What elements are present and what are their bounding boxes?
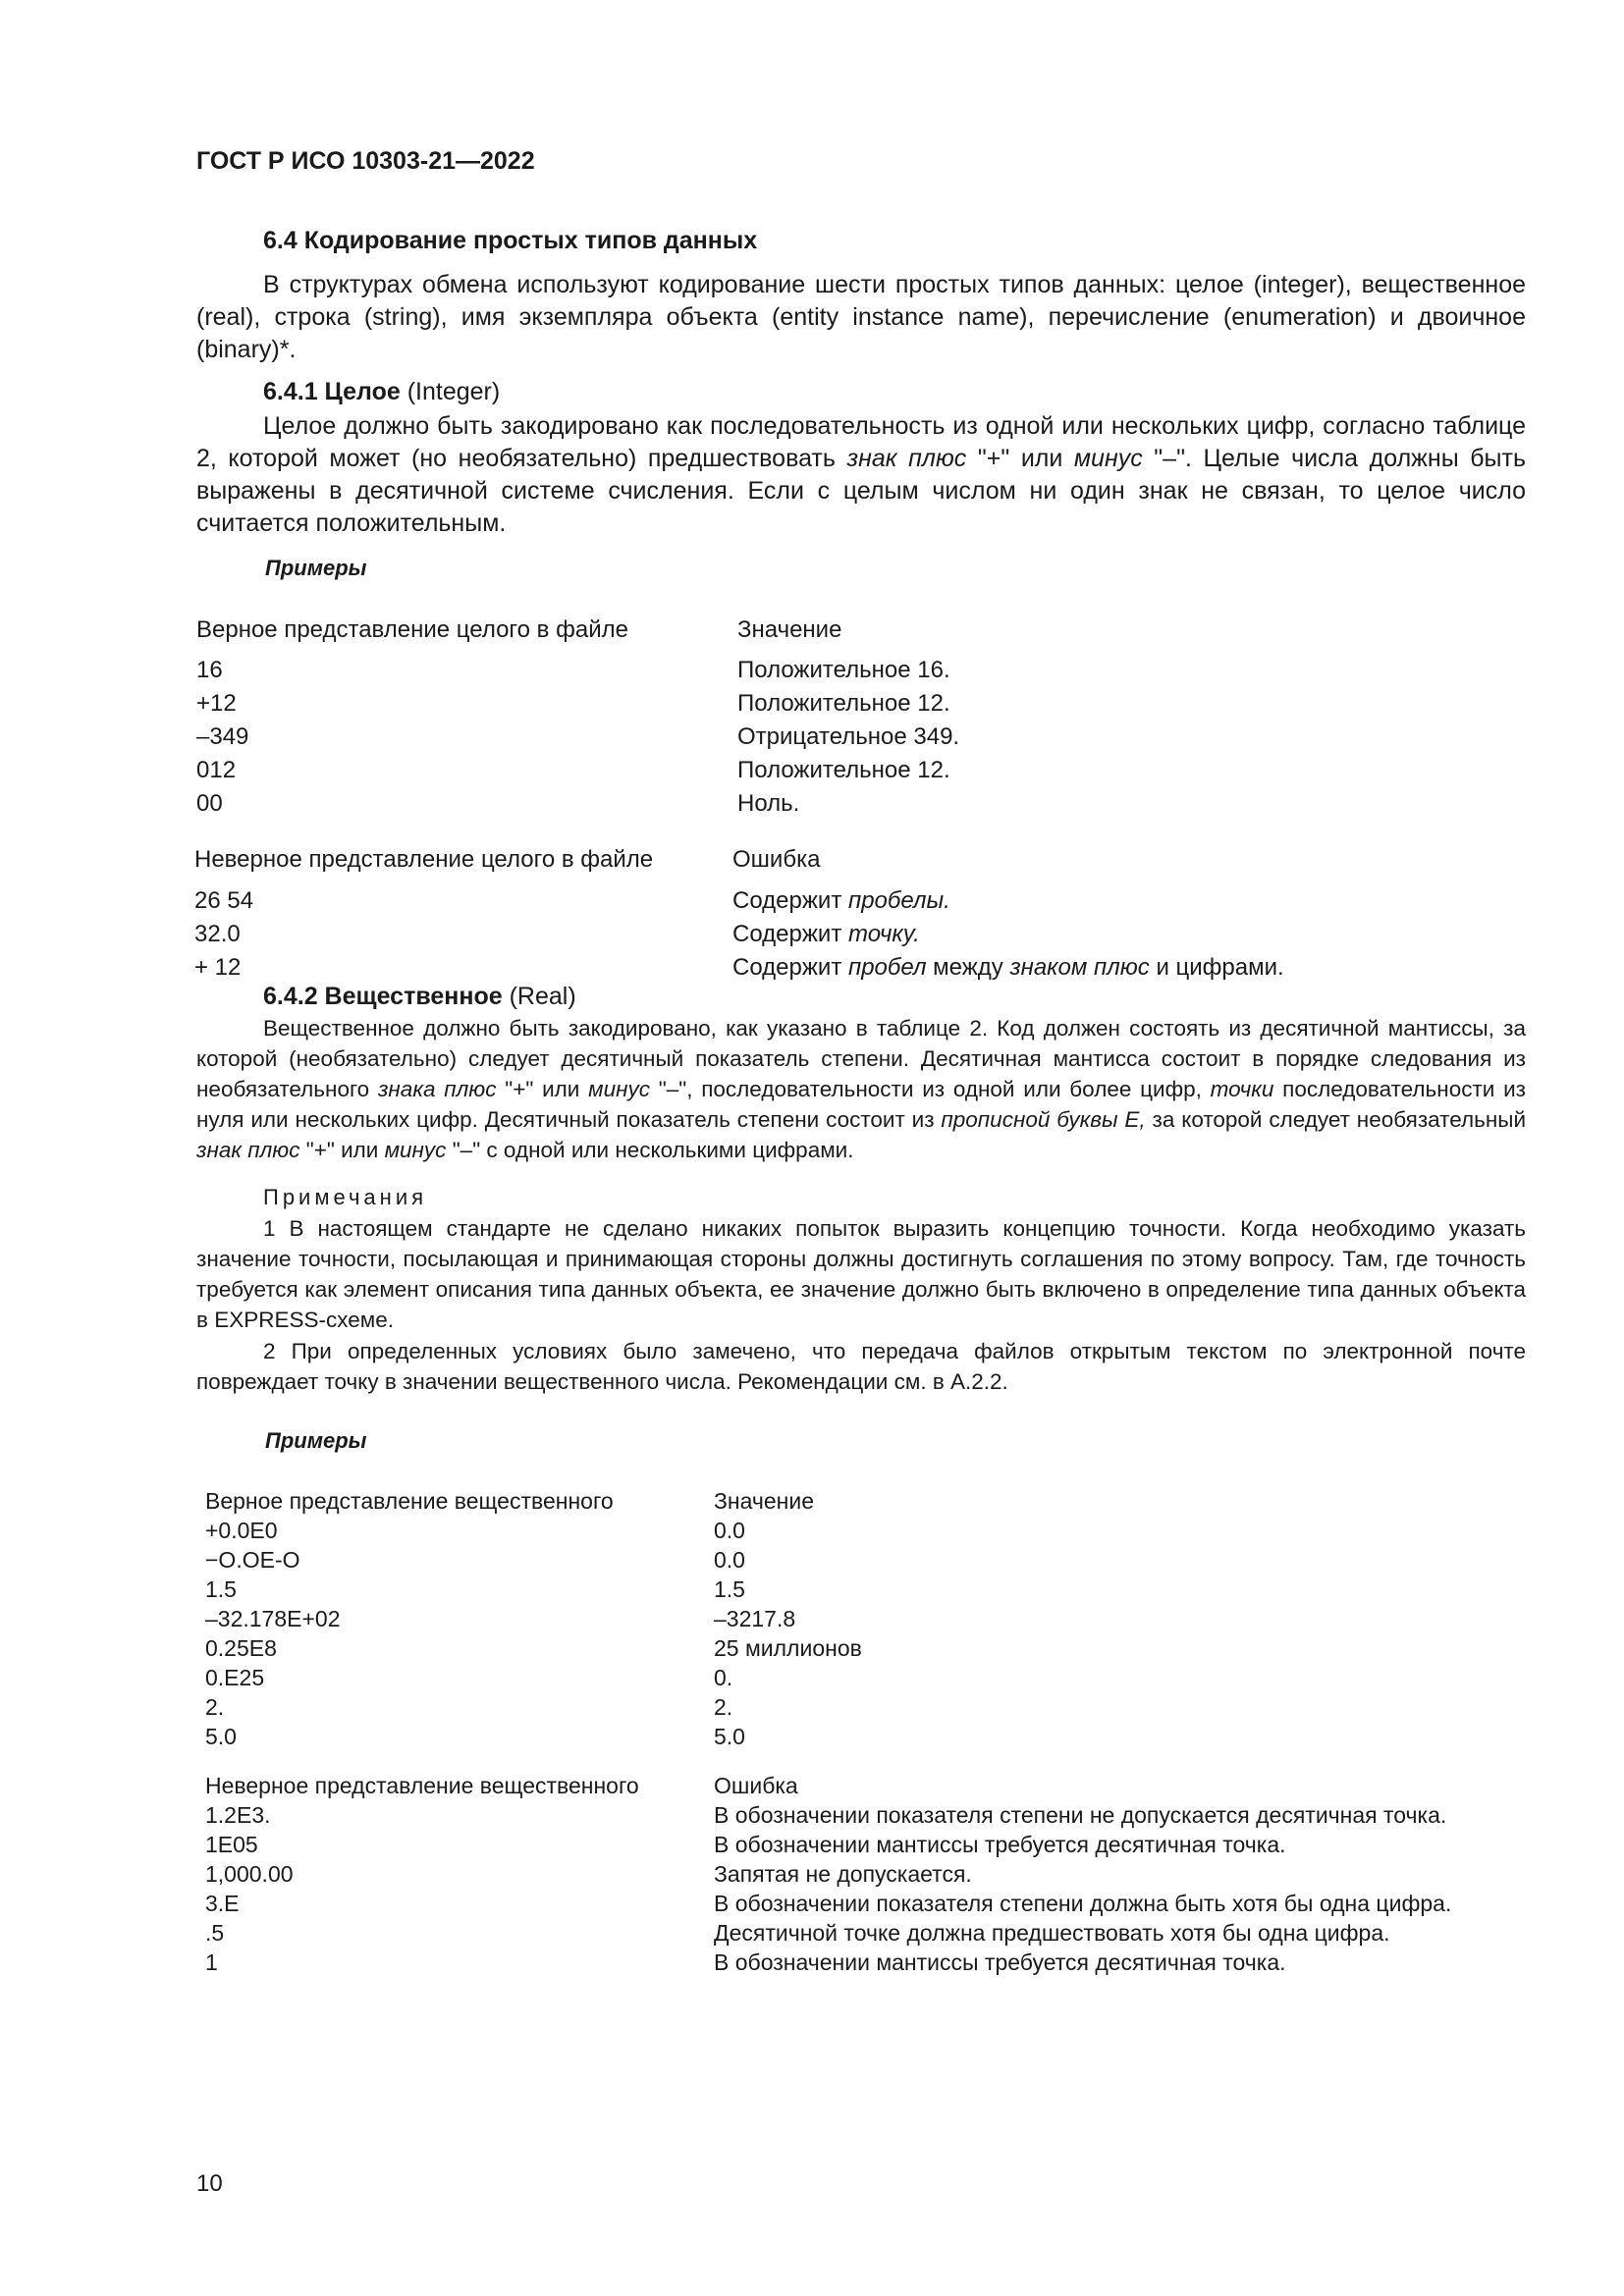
- table-cell: 012: [196, 757, 237, 783]
- section-6-4-title: 6.4 Кодирование простых типов данных: [263, 227, 758, 254]
- italic-term: знаком плюс: [1009, 954, 1150, 981]
- text-run: последовательности из нуля или нескольких цифр. Десятичный показатель степени состоит из: [196, 1077, 1526, 1132]
- note-1: 1 В настоящем стандарте не сделано никаких попыток выразить концепцию точности. Когда необходимо указать значение точности, посылающая и принимающая стороны должны достигнуть соглашения по этому вопросу. Там, где точность требуется как элемент описания типа данных объекта, ее значение должно быть включено в определение типа данных объекта в EXPRESS-схеме.: [196, 1216, 1526, 1332]
- section-6-4-1-heading: [263, 378, 500, 406]
- table-cell: 0.0: [714, 1518, 745, 1543]
- table-header-cell: Неверное представление целого в файле: [194, 846, 654, 873]
- table-cell: 1: [205, 1949, 218, 1975]
- table-cell: В обозначении мантиссы требуется десятичная точка.: [714, 1949, 1286, 1975]
- text-run: "–" с одной или несколькими цифрами.: [446, 1138, 854, 1162]
- table-cell: [732, 954, 1284, 982]
- italic-term: прописной буквы E,: [941, 1107, 1146, 1132]
- table-cell: 1.5: [205, 1576, 237, 1602]
- table-cell: Положительное 12.: [737, 690, 950, 717]
- table-cell: 5.0: [205, 1724, 237, 1749]
- text-run: "–". Целые числа должны быть выражены в десятичной системе счисления. Если с целым числом ни один знак не связан, то целое число считается положительным.: [196, 445, 1526, 537]
- italic-term: знак плюс: [846, 445, 967, 472]
- section-6-4-1-paragraph: [196, 410, 1526, 540]
- table-cell: Положительное 16.: [737, 657, 950, 683]
- italic-term: знака плюс: [377, 1077, 497, 1101]
- italic-term: минус: [1073, 445, 1143, 472]
- table-cell: +12: [196, 690, 237, 717]
- table-cell: .5: [205, 1920, 225, 1946]
- text-run: Вещественное должно быть закодировано, как указано в таблице 2. Код должен состоять из десятичной мантиссы, за которой (необязательно) следует десятичный показатель степени. Десятичная мантисса состоит в порядке следования из необязательного: [196, 1016, 1526, 1101]
- table-cell: 32.0: [194, 921, 241, 947]
- table-header-cell: Ошибка: [732, 846, 821, 873]
- notes-label: Примечания: [263, 1185, 428, 1209]
- examples-label-real: Примеры: [265, 1428, 367, 1453]
- table-header-cell: Верное представление вещественного: [205, 1488, 614, 1514]
- text-run: Целое должно быть закодировано как последовательность из одной или нескольких цифр, согласно таблице 2, которой может (но необязательно) предшествовать: [196, 412, 1526, 472]
- table-cell: + 12: [194, 954, 242, 981]
- text-run: "+" или: [496, 1077, 589, 1101]
- table-header-cell: Неверное представление вещественного: [205, 1773, 639, 1798]
- table-cell: Отрицательное 349.: [737, 723, 960, 750]
- table-cell: 1.2E3.: [205, 1802, 271, 1828]
- table-cell: 00: [196, 790, 223, 817]
- table-cell: 1,000.00: [205, 1861, 294, 1887]
- text-run: "–", последовательности из одной или более цифр,: [649, 1077, 1211, 1101]
- text-run: между: [926, 954, 1010, 981]
- table-cell: 25 миллионов: [714, 1635, 862, 1661]
- note-2: 2 При определенных условиях было замечено, что передача файлов открытым текстом по электронной почте повреждает точку в значении вещественного числа. Рекомендации см. в А.2.2.: [196, 1339, 1526, 1394]
- table-cell: –349: [196, 723, 249, 750]
- table-cell: Ноль.: [737, 790, 800, 817]
- table-cell: 2.: [205, 1694, 225, 1720]
- examples-label-integer: Примеры: [265, 556, 367, 580]
- text-run: Содержит: [732, 954, 848, 981]
- table-cell: Положительное 12.: [737, 757, 950, 783]
- section-6-4-1-title-en: (Integer): [400, 378, 501, 405]
- table-cell: В обозначении мантиссы требуется десятичная точка.: [714, 1832, 1286, 1857]
- table-cell: −O.OE-O: [205, 1547, 300, 1573]
- table-cell: 26 54: [194, 887, 254, 914]
- text-run: "+" или: [299, 1138, 385, 1162]
- italic-term: пробелы.: [847, 887, 950, 914]
- table-cell: Десятичной точке должна предшествовать хотя бы одна цифра.: [714, 1920, 1390, 1946]
- table-header-cell: Значение: [714, 1488, 814, 1514]
- table-cell: –32.178E+02: [205, 1606, 341, 1631]
- table-cell: 5.0: [714, 1724, 745, 1749]
- table-cell: 1.5: [714, 1576, 745, 1602]
- text-run: Содержит: [732, 921, 848, 947]
- table-cell: [732, 921, 920, 948]
- page-number: 10: [196, 2170, 223, 2197]
- section-6-4-2-title-en: (Real): [502, 983, 576, 1010]
- italic-term: пробел: [847, 954, 927, 981]
- italic-term: точку.: [847, 921, 920, 947]
- table-cell: 16: [196, 657, 223, 683]
- table-cell: 0.E25: [205, 1665, 265, 1690]
- section-6-4-2-heading: [263, 983, 576, 1011]
- table-header-cell: Ошибка: [714, 1773, 798, 1798]
- table-cell: В обозначении показателя степени должна быть хотя бы одна цифра.: [714, 1891, 1452, 1916]
- section-6-4-1-number-title: 6.4.1 Целое: [263, 378, 401, 405]
- table-cell: –3217.8: [714, 1606, 796, 1631]
- text-run: за которой следует необязательный: [1145, 1107, 1527, 1132]
- text-run: и цифрами.: [1149, 954, 1284, 981]
- italic-term: минус: [384, 1138, 447, 1162]
- table-cell: [732, 887, 950, 915]
- table-cell: 0.0: [714, 1547, 745, 1573]
- document-header: ГОСТ Р ИСО 10303-21—2022: [196, 147, 535, 175]
- italic-term: точки: [1210, 1077, 1274, 1101]
- italic-term: знак плюс: [196, 1138, 300, 1162]
- table-cell: +0.0E0: [205, 1518, 278, 1543]
- table-cell: 1E05: [205, 1832, 258, 1857]
- section-6-4-intro: В структурах обмена используют кодирование шести простых типов данных: целое (integer), вещественное (real), строка (string), имя экземпляра объекта (entity instance name), перечисление (enumeration) и двоичное (binary)*.: [196, 271, 1526, 363]
- section-6-4-2-number-title: 6.4.2 Вещественное: [263, 983, 503, 1010]
- text-run: Содержит: [732, 887, 848, 914]
- table-cell: В обозначении показателя степени не допускается десятичная точка.: [714, 1802, 1447, 1828]
- table-cell: Запятая не допускается.: [714, 1861, 972, 1887]
- italic-term: минус: [588, 1077, 650, 1101]
- table-header-cell: Значение: [737, 616, 842, 643]
- section-6-4-2-paragraph: [196, 1013, 1526, 1165]
- table-header-cell: Верное представление целого в файле: [196, 616, 628, 643]
- table-cell: 0.: [714, 1665, 733, 1690]
- table-cell: 2.: [714, 1694, 733, 1720]
- text-run: "+" или: [966, 445, 1074, 472]
- table-cell: 3.E: [205, 1891, 240, 1916]
- table-cell: 0.25E8: [205, 1635, 277, 1661]
